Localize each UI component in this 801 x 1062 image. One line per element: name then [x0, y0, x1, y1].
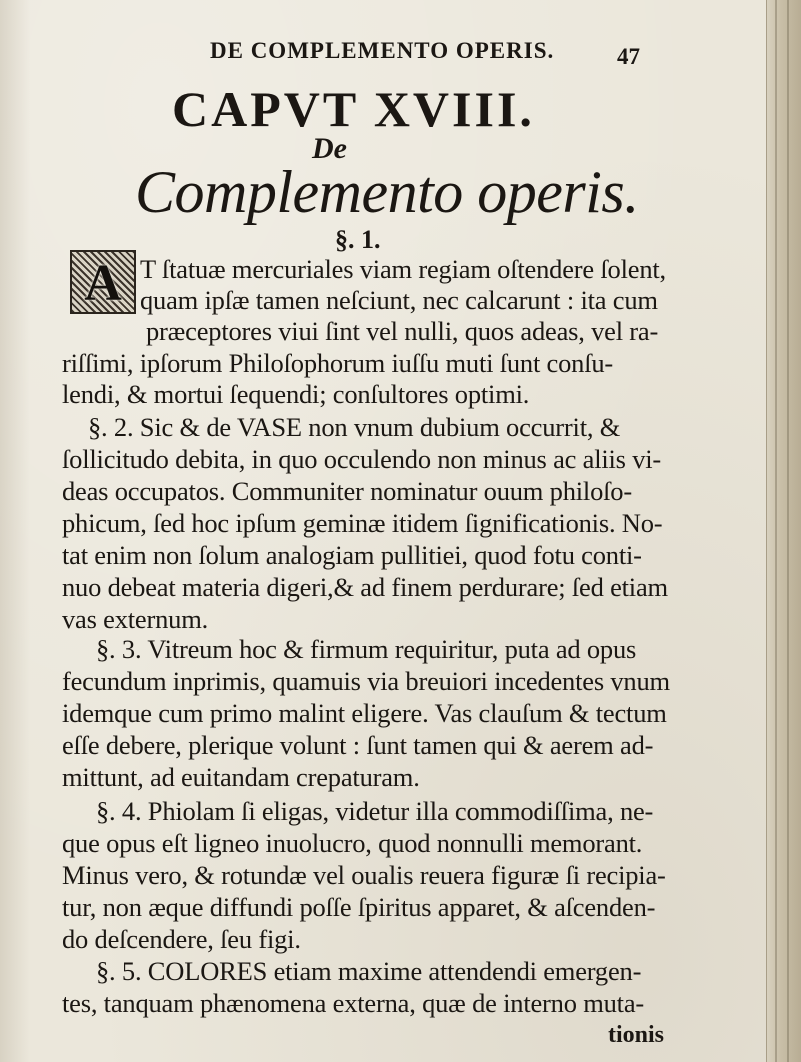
text-line: ſollicitudo debita, in quo occulendo non minus ac aliis vi-: [62, 444, 662, 474]
running-head: DE COMPLEMENTO OPERIS.: [210, 38, 555, 63]
page-edge: [766, 0, 801, 1062]
text-line: nuo debeat materia digeri,& ad finem perdurare; ſed etiam: [62, 572, 668, 602]
decorated-initial: [70, 250, 136, 314]
page-number: 47: [617, 44, 640, 69]
text-line: phicum, ſed hoc ipſum geminæ itidem ſignificationis. No-: [62, 508, 663, 538]
text-line: vas externum.: [62, 604, 209, 634]
text-line: que opus eſt ligneo inuolucro, quod nonnulli memorant.: [62, 828, 643, 858]
text-line: tur, non æque diffundi poſſe ſpiritus apparet, & aſcenden-: [62, 892, 656, 922]
text-line: §. 3. Vitreum hoc & firmum requiritur, puta ad opus: [96, 634, 637, 664]
text-line: eſſe debere, plerique volunt : ſunt tamen qui & aerem ad-: [62, 730, 654, 760]
text-line: do deſcendere, ſeu figi.: [62, 924, 301, 954]
text-line: lendi, & mortui ſequendi; conſultores optimi.: [62, 379, 530, 409]
text-line: §. 5. COLORES etiam maxime attendendi emergen-: [96, 956, 642, 986]
text-line: deas occupatos. Communiter nominatur ouum philoſo-: [62, 476, 632, 506]
catchword: tionis: [608, 1022, 665, 1048]
text-line: Minus vero, & rotundæ vel oualis reuera figuræ ſi recipia-: [62, 860, 666, 890]
text-line: quam ipſæ tamen neſciunt, nec calcarunt : ita cum: [140, 285, 658, 315]
text-line: tat enim non ſolum analogiam pullitiei, quod fotu conti-: [62, 540, 642, 570]
subject-title: Complemento operis.: [135, 159, 639, 225]
chapter-title: CAPVT XVIII.: [172, 81, 535, 137]
text-line: idemque cum primo malint eligere. Vas clauſum & tectum: [62, 698, 667, 728]
text-line: præceptores viui ſint vel nulli, quos adeas, vel ra-: [146, 316, 659, 346]
page-gutter-shadow: [0, 0, 30, 1062]
text-line: §. 2. Sic & de VASE non vnum dubium occurrit, &: [88, 412, 621, 442]
text-line: tes, tanquam phænomena externa, quæ de interno muta-: [62, 988, 645, 1018]
text-line: fecundum inprimis, quamuis via breuiori incedentes vnum: [62, 666, 670, 696]
initial-letter: A: [84, 255, 122, 312]
text-line: §. 4. Phiolam ſi eligas, videtur illa commodiſſima, ne-: [96, 796, 654, 826]
text-line: mittunt, ad euitandam crepaturam.: [62, 762, 420, 792]
text-line: T ſtatuæ mercuriales viam regiam oſtendere ſolent,: [140, 254, 666, 284]
section-number: §. 1.: [335, 225, 381, 254]
text-line: riſſimi, ipſorum Philoſophorum iuſſu muti ſunt conſu-: [62, 348, 614, 378]
title-preposition: De: [312, 132, 347, 165]
